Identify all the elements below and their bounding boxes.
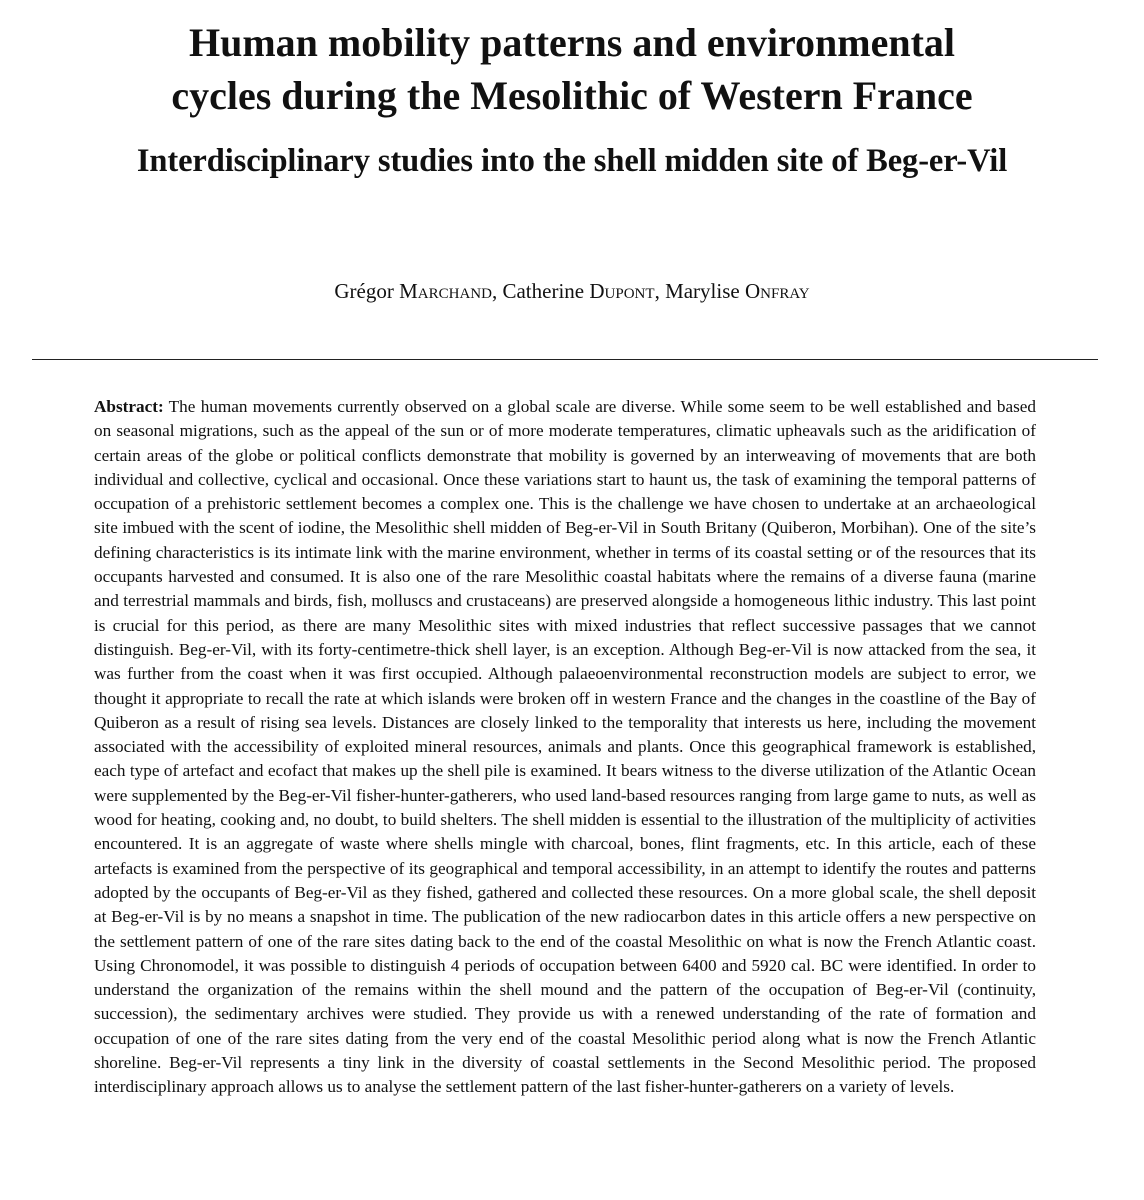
author-3-first-name: Marylise bbox=[665, 279, 745, 303]
author-list bbox=[0, 276, 1144, 306]
author-2 bbox=[502, 279, 665, 303]
author-separator: , bbox=[491, 279, 503, 303]
paper-subtitle: Interdisciplinary studies into the shell midden site of Beg-er-Vil bbox=[136, 143, 1008, 179]
author-1-surname-initial: M bbox=[399, 279, 418, 303]
author-2-surname-rest: upont bbox=[604, 279, 655, 303]
abstract-paragraph bbox=[94, 395, 1036, 1100]
paper-title-line-2: cycles during the Mesolithic of Western France bbox=[171, 73, 973, 118]
author-1-surname-rest: archand bbox=[417, 279, 492, 303]
author-2-first-name: Catherine bbox=[502, 279, 590, 303]
paper-title bbox=[0, 16, 1144, 122]
author-3-surname-initial: O bbox=[744, 279, 761, 303]
author-3-surname-rest: nfray bbox=[760, 279, 810, 303]
section-divider bbox=[32, 359, 1098, 360]
author-1 bbox=[334, 279, 502, 303]
author-separator: , bbox=[654, 279, 666, 303]
abstract-text: The human movements currently observed on a global scale are diverse. While some seem to be well established and based on seasonal migrations, such as the appeal of the sun or of more moderate temperatures, climatic upheavals such as the aridification of certain areas of the globe or political conflicts demonstrate that mobility is governed by an interweaving of movements that are both individual and collective, cyclical and occasional. Once these variations start to haunt us, the task of examining the temporal patterns of occupation of a prehistoric settlement becomes a complex one. This is the challenge we have chosen to undertake at an archaeological site imbued with the scent of iodine, the Mesolithic shell midden of Beg-er-Vil in South Britany (Quiberon, Morbihan). One of the site’s defining characteristics is its intimate link with the marine environment, whether in terms of its coastal setting or of the resources that its occupants harvested and consumed. It is also one of the rare Mesolithic coastal habitats where the remains of a diverse fauna (marine and terrestrial mammals and birds, fish, molluscs and crustaceans) are preserved alongside a homogeneous lithic industry. This last point is crucial for this period, as there are many Mesolithic sites with mixed industries that reflect successive passages that we cannot distinguish. Beg-er-Vil, with its forty-centimetre-thick shell layer, is an exception. Although Beg-er-Vil is now attacked from the sea, it was further from the coast when it was first occupied. Although palaeoenvironmental reconstruction models are subject to error, we thought it appropriate to recall the rate at which islands were broken off in western France and the changes in the coastline of the Bay of Quiberon as a result of rising sea levels. Distances are closely linked to the temporality that interests us here, including the movement associated with the accessibility of exploited mineral resources, animals and plants. Once this geographical framework is established, each type of artefact and ecofact that makes up the shell pile is examined. It bears witness to the diverse utilization of the Atlantic Ocean were supplemented by the Beg-er-Vil fisher-hunter-gatherers, who used land-based resources ranging from large game to nuts, as well as wood for heating, cooking and, no doubt, to build shelters. The shell midden is essential to the illustration of the multiplicity of activities encountered. It is an aggregate of waste where shells mingle with charcoal, bones, flint fragments, etc. In this article, each of these artefacts is examined from the perspective of its geographical and temporal accessibility, in an attempt to identify the routes and patterns adopted by the occupants of Beg-er-Vil as they fished, gathered and collected these resources. On a more global scale, the shell deposit at Beg-er-Vil is by no means a snapshot in time. The publication of the new radiocarbon dates in this article offers a new perspective on the settlement pattern of one of the rare sites dating back to the end of the coastal Mesolithic on what is now the French Atlantic coast. Using Chronomodel, it was possible to distinguish 4 periods of occupation between 6400 and 5920 cal. BC were identified. In order to understand the organization of the remains within the shell mound and the pattern of the occupation of Beg-er-Vil (continuity, succession), the sedimentary archives were studied. They provide us with a renewed understanding of the rate of formation and occupation of one of the rare sites dating from the very end of the coastal Mesolithic period along what is now the French Atlantic shoreline. Beg-er-Vil represents a tiny link in the diversity of coastal settlements in the Second Mesolithic period. The proposed interdisciplinary approach allows us to analyse the settlement pattern of the last fisher-hunter-gatherers on a variety of levels. bbox=[94, 397, 1036, 1097]
author-3 bbox=[665, 279, 810, 303]
author-1-first-name: Grégor bbox=[334, 279, 400, 303]
paper-title-line-1: Human mobility patterns and environmental bbox=[189, 20, 955, 65]
author-2-surname-initial: D bbox=[589, 279, 605, 303]
abstract-label: Abstract: bbox=[94, 397, 164, 416]
